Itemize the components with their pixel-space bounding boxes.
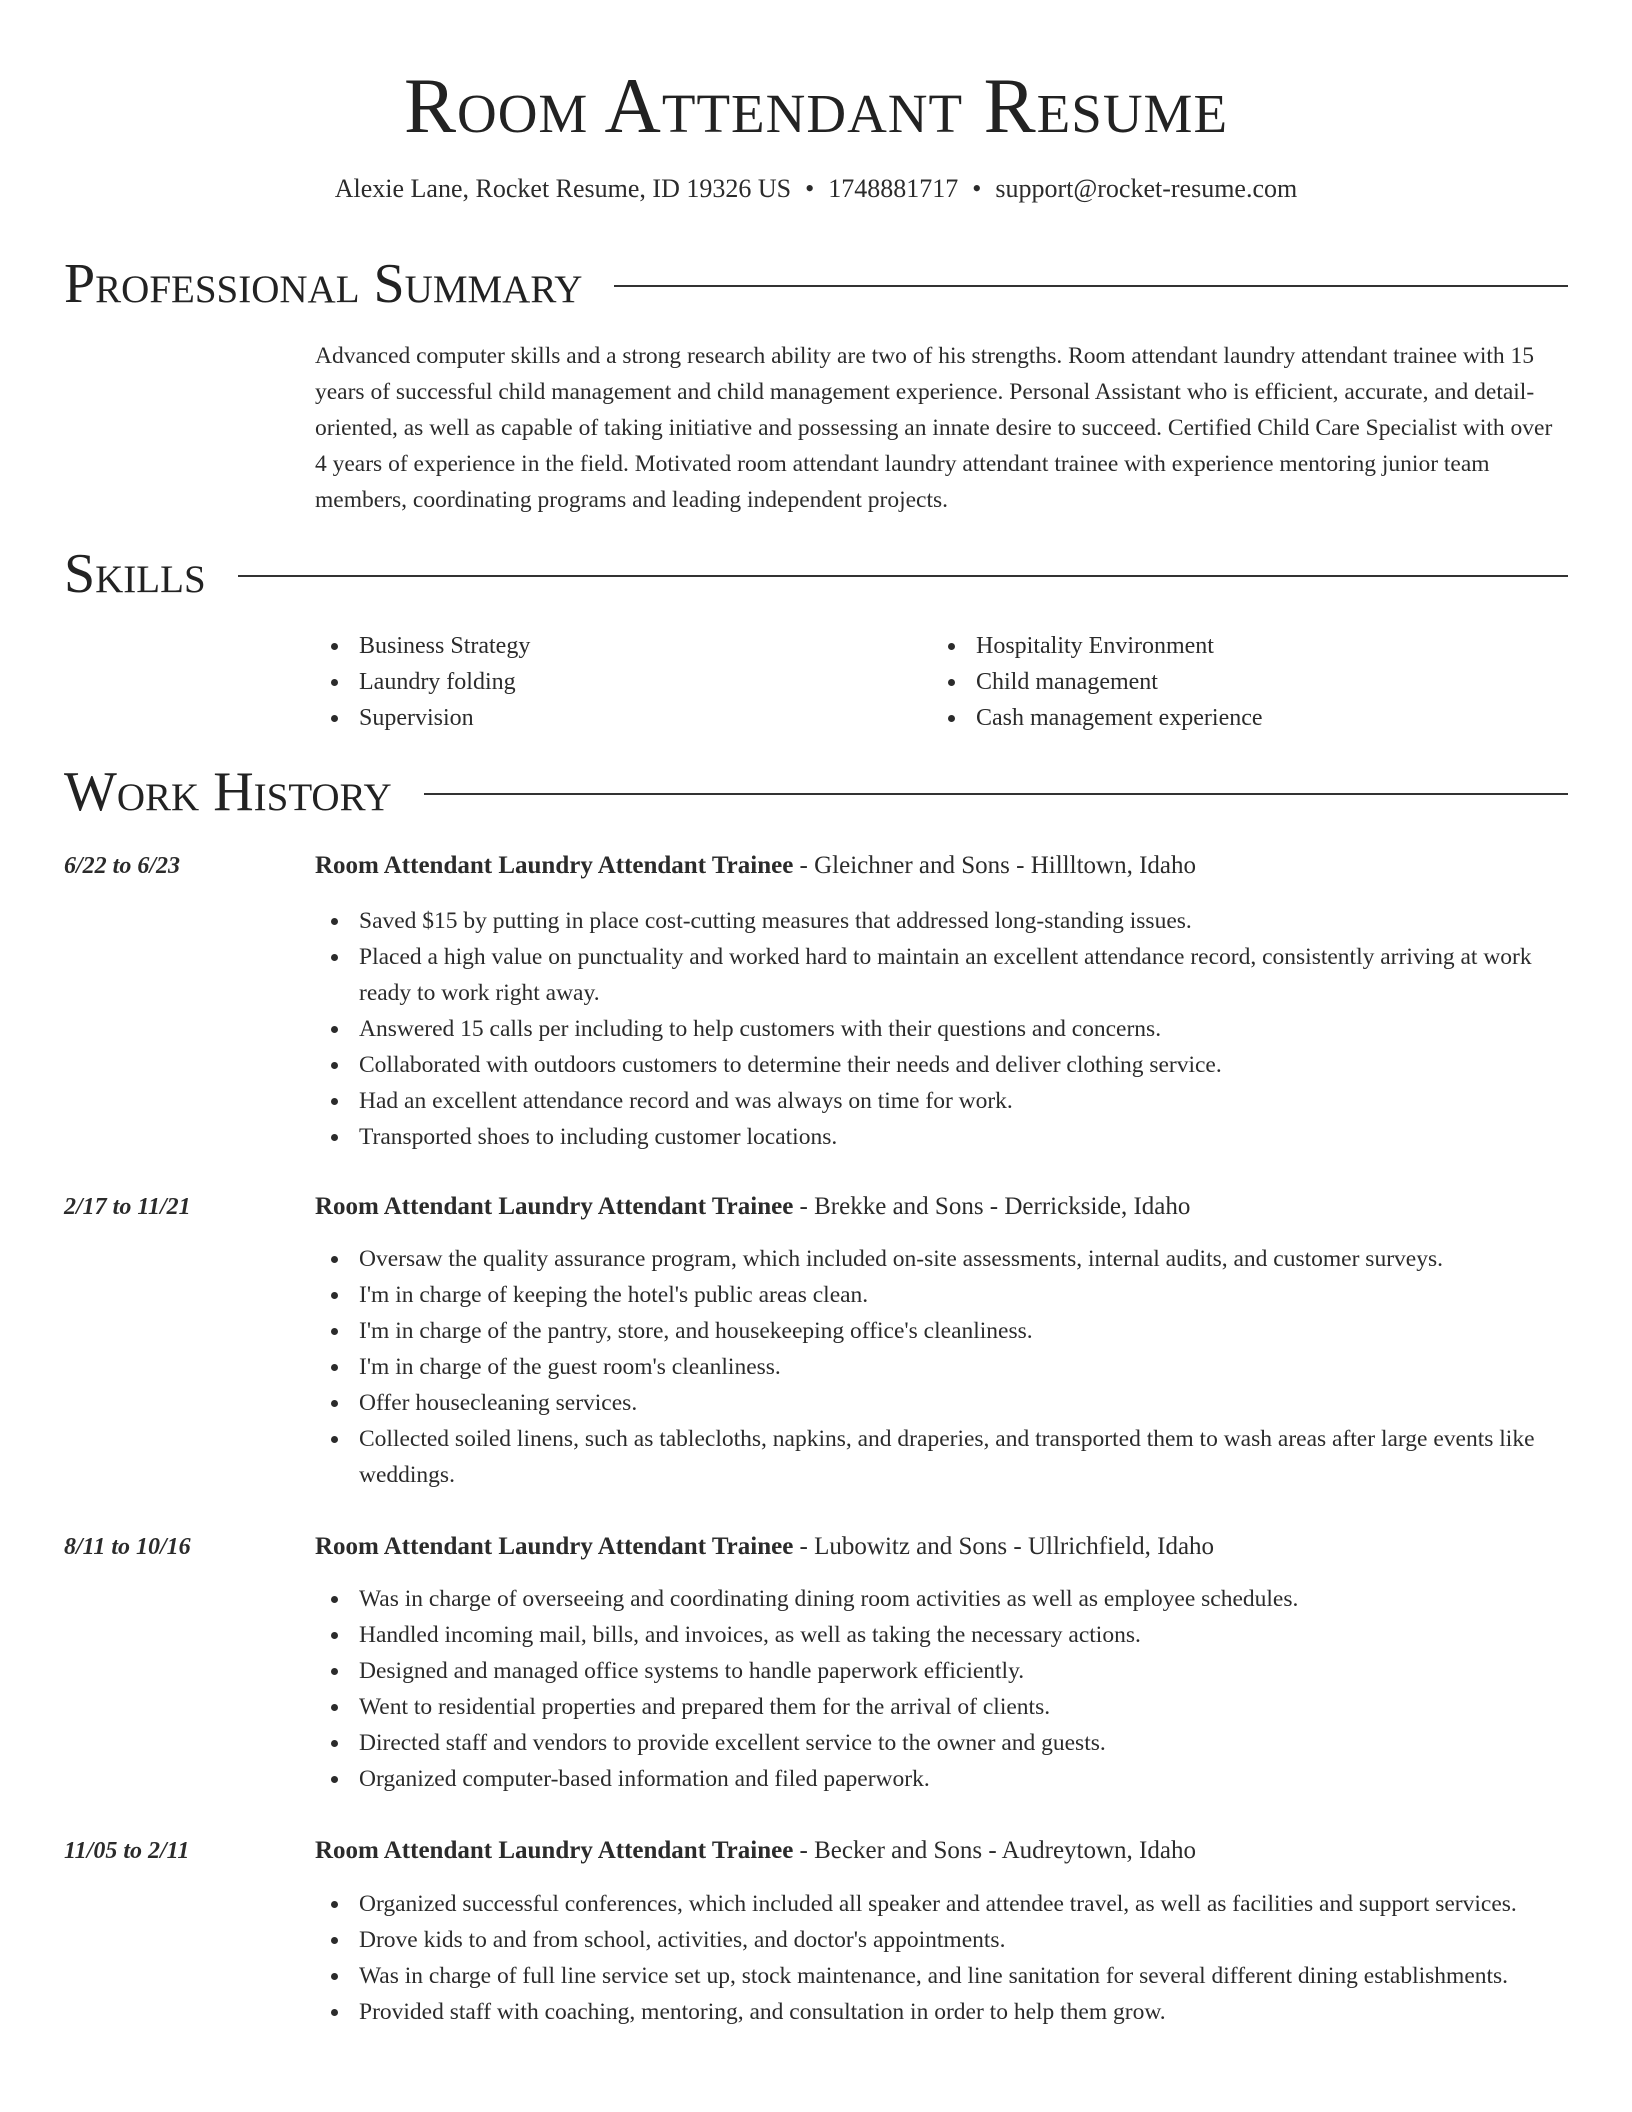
job-bullet: Directed staff and vendors to provide excellent service to the owner and guests. [315, 1725, 1568, 1761]
job-bullet: Drove kids to and from school, activities, and doctor's appointments. [315, 1922, 1568, 1958]
job-role: Room Attendant Laundry Attendant Trainee [315, 1533, 794, 1560]
contact-line [0, 172, 1632, 206]
job-bullet: Collaborated with outdoors customers to determine their needs and deliver clothing service. [315, 1047, 1568, 1083]
job-bullet: Placed a high value on punctuality and worked hard to maintain an excellent attendance record, consistently arriving at work ready to work right away. [315, 939, 1568, 1011]
job-bullet: Saved $15 by putting in place cost-cutting measures that addressed long-standing issues. [315, 903, 1568, 939]
work-history-heading: Work History [64, 761, 392, 823]
job-heading [315, 1833, 1568, 1869]
skill-item: Supervision [315, 700, 530, 736]
contact-separator: • [972, 174, 982, 203]
document-title: Room Attendant Resume [403, 62, 1229, 149]
skills-section-header [64, 542, 1568, 606]
job-dates: 11/05 to 2/11 [64, 1838, 190, 1864]
contact-separator: • [805, 174, 815, 203]
job-bullets [315, 903, 1568, 1155]
summary-text: Advanced computer skills and a strong research ability are two of his strengths. Room attendant laundry attendant trainee with 15 years of successful child management and child management experience. Personal Assistant who is efficient, accurate, and detail-oriented, as well as capable of taking initiative and possessing an innate desire to succeed. Certified Child Care Specialist with over 4 years of experience in the field. Motivated room attendant laundry attendant trainee with experience mentoring junior team members, coordinating programs and leading independent projects. [315, 343, 1553, 513]
job-bullet: Went to residential properties and prepared them for the arrival of clients. [315, 1689, 1568, 1725]
work-history-section-header [64, 760, 1568, 824]
job-bullet: I'm in charge of keeping the hotel's public areas clean. [315, 1277, 1568, 1313]
job-bullets [315, 1581, 1568, 1797]
job-employer: - Gleichner and Sons - Hillltown, Idaho [793, 852, 1196, 879]
skill-item: Hospitality Environment [932, 628, 1263, 664]
skills-heading: Skills [64, 543, 206, 605]
job-heading [315, 1529, 1568, 1565]
job-dates: 6/22 to 6/23 [64, 853, 181, 879]
job-bullet: Collected soiled linens, such as tablecloths, napkins, and draperies, and transported them to wash areas after large events like weddings. [315, 1421, 1568, 1493]
job-dates: 8/11 to 10/16 [64, 1534, 191, 1560]
job-bullet: Was in charge of overseeing and coordinating dining room activities as well as employee schedules. [315, 1581, 1568, 1617]
section-divider [238, 575, 1568, 577]
contact-phone: 1748881717 [828, 174, 959, 203]
job-dates: 2/17 to 11/21 [64, 1194, 191, 1220]
section-divider [614, 285, 1568, 287]
job-bullet: Organized computer-based information and filed paperwork. [315, 1761, 1568, 1797]
skill-item: Laundry folding [315, 664, 530, 700]
skill-item: Child management [932, 664, 1263, 700]
job-bullets [315, 1886, 1568, 2030]
job-bullet: Was in charge of full line service set up, stock maintenance, and line sanitation for several different dining establishments. [315, 1958, 1568, 1994]
job-bullet: Organized successful conferences, which included all speaker and attendee travel, as well as facilities and support services. [315, 1886, 1568, 1922]
section-divider [424, 793, 1568, 795]
skills-list-right [932, 628, 1263, 736]
job-bullet: Had an excellent attendance record and was always on time for work. [315, 1083, 1568, 1119]
job-bullet: I'm in charge of the pantry, store, and housekeeping office's cleanliness. [315, 1313, 1568, 1349]
job-bullet: Oversaw the quality assurance program, which included on-site assessments, internal audits, and customer surveys. [315, 1241, 1568, 1277]
summary-heading: Professional Summary [64, 253, 583, 315]
job-bullet: Handled incoming mail, bills, and invoices, as well as taking the necessary actions. [315, 1617, 1568, 1653]
contact-address: Alexie Lane, Rocket Resume, ID 19326 US [334, 174, 792, 203]
job-employer: - Becker and Sons - Audreytown, Idaho [793, 1837, 1196, 1864]
job-bullet: Offer housecleaning services. [315, 1385, 1568, 1421]
job-heading [315, 1189, 1568, 1225]
job-bullet: Provided staff with coaching, mentoring, and consultation in order to help them grow. [315, 1994, 1568, 2030]
skill-item: Cash management experience [932, 700, 1263, 736]
skill-item: Business Strategy [315, 628, 530, 664]
job-bullet: Answered 15 calls per including to help customers with their questions and concerns. [315, 1011, 1568, 1047]
job-employer: - Lubowitz and Sons - Ullrichfield, Idaho [793, 1533, 1215, 1560]
job-bullets [315, 1241, 1568, 1493]
job-bullet: Transported shoes to including customer locations. [315, 1119, 1568, 1155]
summary-section-header [64, 252, 1568, 316]
job-role: Room Attendant Laundry Attendant Trainee [315, 1837, 794, 1864]
job-heading [315, 848, 1568, 884]
job-employer: - Brekke and Sons - Derrickside, Idaho [793, 1193, 1191, 1220]
job-bullet: I'm in charge of the guest room's cleanliness. [315, 1349, 1568, 1385]
job-role: Room Attendant Laundry Attendant Trainee [315, 1193, 794, 1220]
job-role: Room Attendant Laundry Attendant Trainee [315, 852, 794, 879]
job-bullet: Designed and managed office systems to handle paperwork efficiently. [315, 1653, 1568, 1689]
contact-email[interactable]: support@rocket-resume.com [995, 174, 1298, 203]
skills-list-left [315, 628, 530, 736]
